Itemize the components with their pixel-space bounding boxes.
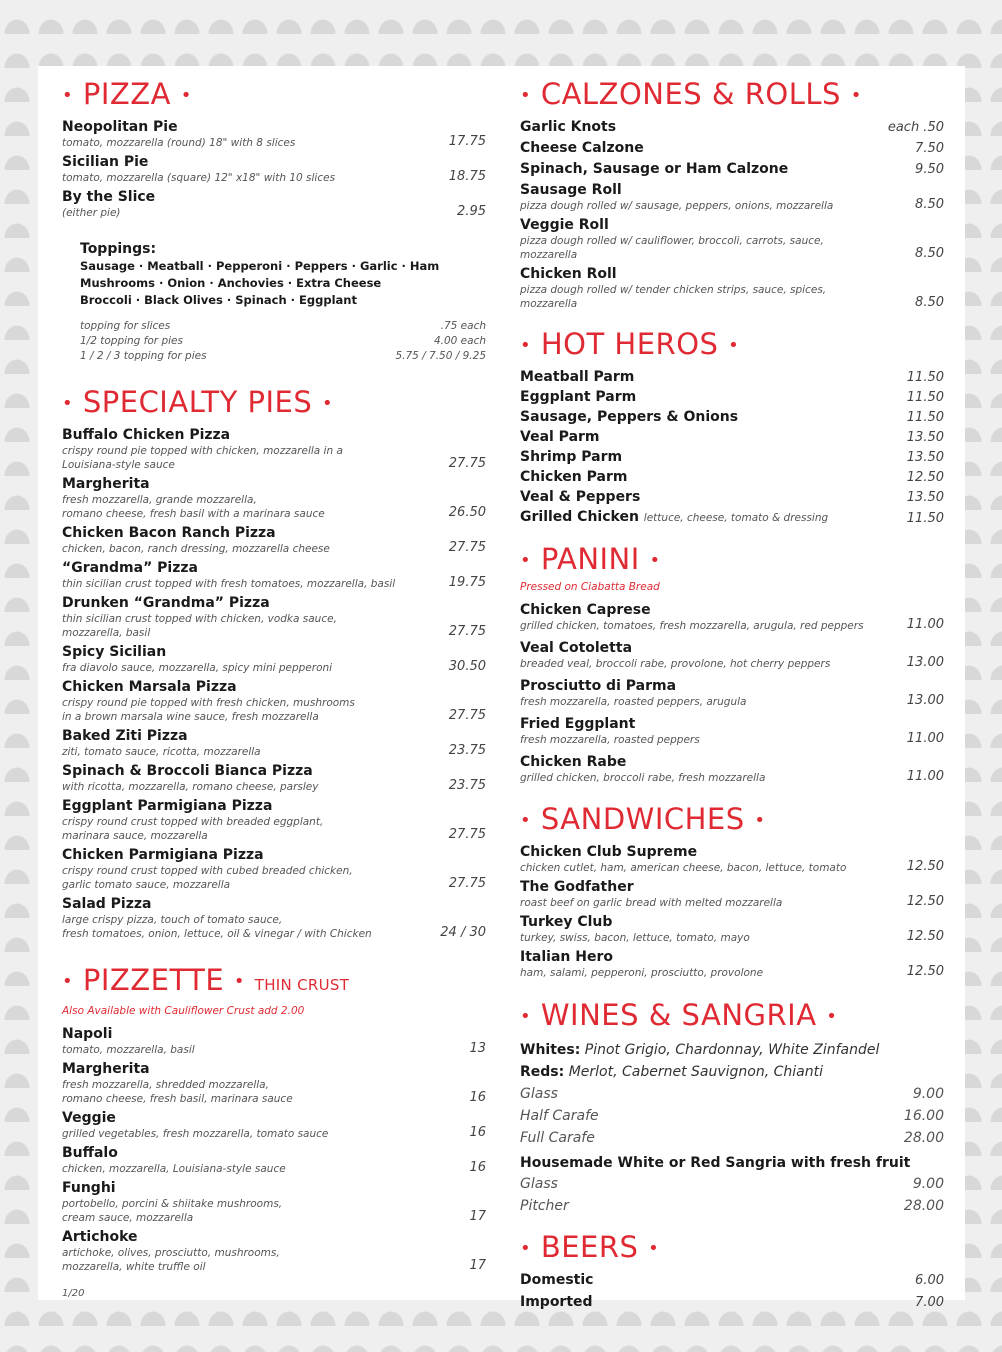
topping-prices (80, 319, 486, 364)
item-description: pizza dough rolled w/ sausage, peppers, onions, mozzarella (520, 200, 834, 212)
item-name: Chicken Rabe (520, 754, 627, 770)
item-price: 16 (469, 1160, 486, 1175)
menu-item (62, 643, 486, 675)
item-name: Imported (520, 1294, 593, 1310)
section-title-text: SANDWICHES (540, 802, 745, 836)
bullet-dot: • (62, 393, 74, 414)
item-price: 13 (469, 1041, 486, 1056)
item-description: fresh tomatoes, onion, lettuce, oil & vinegar / with Chicken (62, 928, 372, 940)
item-name: Chicken Parmigiana Pizza (62, 847, 264, 863)
bullet-dot: • (520, 810, 532, 831)
item-description: large crispy pizza, touch of tomato sauce, (62, 914, 283, 926)
item-description: tomato, mozzarella (square) 12" x18" with 10 slices (62, 172, 336, 184)
item-description: grilled vegetables, fresh mozzarella, tomato sauce (62, 1128, 329, 1140)
item-name: Garlic Knots (520, 119, 617, 135)
item-name: By the Slice (62, 189, 156, 205)
sangria-size-price: 9.00 (912, 1176, 944, 1192)
item-description: chicken, bacon, ranch dressing, mozzarella cheese (62, 543, 330, 555)
topping-price-label: 1/2 topping for pies (80, 335, 183, 347)
item-name (520, 488, 944, 506)
topping-price-row (80, 319, 486, 334)
bullet-dot: • (520, 335, 532, 356)
item-description: romano cheese, fresh basil, marinara sauce (62, 1093, 293, 1105)
item-price: 7.00 (915, 1295, 944, 1310)
item-description: ziti, tomato sauce, ricotta, mozzarella (62, 746, 261, 758)
item-price: 12.50 (906, 964, 944, 979)
item-price: 8.50 (915, 246, 944, 261)
item-description: pizza dough rolled w/ tender chicken strips, sauce, spices, mozzarella (520, 284, 827, 310)
item-price: each .50 (887, 120, 944, 135)
item-name: Buffalo (62, 1145, 118, 1161)
item-price: 11.00 (906, 617, 944, 632)
item-name: Veggie Roll (520, 217, 609, 233)
item-price: 17 (469, 1209, 486, 1224)
item-price: 27.75 (448, 827, 486, 842)
menu-item (62, 426, 486, 472)
item-name-text: Meatball Parm (520, 369, 635, 385)
bullet-dot: • (648, 1238, 660, 1259)
menu-item (62, 524, 486, 556)
item-name-text: Sausage, Peppers & Onions (520, 409, 739, 425)
menu-item (520, 388, 944, 406)
item-description: fresh mozzarella, grande mozzarella, (62, 494, 257, 506)
item-name (520, 388, 944, 406)
item-price: 27.75 (448, 876, 486, 891)
menu-item (62, 846, 486, 892)
section-title-calzones (520, 76, 944, 114)
menu-item (520, 160, 944, 178)
item-name-text: Eggplant Parm (520, 389, 637, 405)
section-title-beers (520, 1229, 944, 1267)
section-title-wines (520, 997, 944, 1035)
item-name: Margherita (62, 476, 150, 492)
item-name: Veal Cotoletta (520, 640, 633, 656)
section-subtitle: THIN CRUST (254, 976, 350, 994)
item-name: Spinach, Sausage or Ham Calzone (520, 161, 789, 177)
page-footer: 1/20 (62, 1288, 85, 1299)
item-price: 12.50 (906, 470, 944, 485)
item-description: thin sicilian crust topped with chicken, vodka sauce, (62, 613, 337, 625)
item-price: 23.75 (448, 743, 486, 758)
item-name: Salad Pizza (62, 896, 152, 912)
whites-list: Pinot Grigio, Chardonnay, White Zinfandel (584, 1042, 880, 1058)
item-description: cream sauce, mozzarella (62, 1212, 194, 1224)
section-title-text: PANINI (540, 542, 640, 576)
item-description: crispy round pie topped with chicken, mozzarella in a (62, 445, 343, 457)
item-name: Spinach & Broccoli Bianca Pizza (62, 763, 313, 779)
item-price: 13.50 (906, 430, 944, 445)
menu-item (62, 797, 486, 843)
item-description: with ricotta, mozzarella, romano cheese, parsley (62, 781, 319, 793)
item-name: Italian Hero (520, 949, 613, 965)
item-name: Napoli (62, 1026, 113, 1042)
item-description: portobello, porcini & shiitake mushrooms, (62, 1198, 283, 1210)
toppings-title: Toppings: (80, 241, 157, 257)
item-name: “Grandma” Pizza (62, 560, 198, 576)
item-description: grilled chicken, broccoli rabe, fresh mozzarella (520, 772, 766, 784)
menu-item (62, 762, 486, 794)
item-description: chicken, mozzarella, Louisiana-style sauce (62, 1163, 286, 1175)
menu-item (62, 1144, 486, 1176)
pizzette-note: Also Available with Cauliflower Crust add 2.00 (62, 1005, 305, 1017)
menu-item (520, 753, 944, 785)
menu-item (62, 559, 486, 591)
item-name: Funghi (62, 1180, 116, 1196)
bullet-dot: • (728, 335, 740, 356)
item-name: Sicilian Pie (62, 154, 149, 170)
section-title-pizza (62, 76, 486, 114)
item-name: Eggplant Parmigiana Pizza (62, 798, 273, 814)
left-column (62, 76, 486, 1277)
menu-item (520, 601, 944, 633)
item-name (520, 408, 944, 426)
item-description: chicken cutlet, ham, american cheese, bacon, lettuce, tomato (520, 862, 847, 874)
item-price: 12.50 (906, 859, 944, 874)
item-price: 27.75 (448, 540, 486, 555)
section-title-pizzette (62, 962, 486, 1003)
item-description: (either pie) (62, 207, 121, 219)
toppings-list: Mushrooms · Onion · Anchovies · Extra Cheese (80, 276, 382, 290)
reds-label: Reds: (520, 1064, 565, 1080)
item-name-text: Grilled Chicken (520, 509, 639, 525)
item-name: Spicy Sicilian (62, 644, 167, 660)
item-price: 2.95 (457, 204, 486, 219)
right-column (520, 76, 944, 1315)
item-description: crispy round crust topped with cubed breaded chicken, (62, 865, 353, 877)
item-name: Drunken “Grandma” Pizza (62, 595, 270, 611)
bullet-dot: • (322, 393, 334, 414)
item-name: Prosciutto di Parma (520, 678, 677, 694)
menu-item (520, 913, 944, 945)
menu-item (520, 468, 944, 486)
menu-item (62, 1228, 486, 1274)
item-description: thin sicilian crust topped with fresh tomatoes, mozzarella, basil (62, 578, 396, 590)
item-price: 8.50 (915, 295, 944, 310)
item-name: Cheese Calzone (520, 140, 644, 156)
item-description: crispy round pie topped with fresh chicken, mushrooms (62, 697, 355, 709)
item-name-text: Shrimp Parm (520, 449, 623, 465)
item-price: 23.75 (448, 778, 486, 793)
topping-price-value: .75 each (440, 320, 486, 332)
item-description: in a brown marsala wine sauce, fresh mozzarella (62, 711, 319, 723)
item-price: 17 (469, 1258, 486, 1273)
item-name: Domestic (520, 1272, 594, 1288)
item-name: Chicken Marsala Pizza (62, 679, 237, 695)
menu-item (520, 843, 944, 875)
bullet-dot: • (62, 971, 74, 992)
menu-item (520, 1271, 944, 1289)
section-title-text: BEERS (540, 1230, 639, 1264)
menu-item (520, 265, 944, 311)
item-name: Neopolitan Pie (62, 119, 178, 135)
sangria-size-label: Glass (520, 1176, 558, 1192)
item-name: Chicken Bacon Ranch Pizza (62, 525, 276, 541)
item-name: Chicken Club Supreme (520, 844, 698, 860)
item-description: artichoke, olives, prosciutto, mushrooms, (62, 1247, 280, 1259)
menu-item (520, 488, 944, 506)
item-description: turkey, swiss, bacon, lettuce, tomato, mayo (520, 932, 750, 944)
item-price: 7.50 (915, 141, 944, 156)
item-name: Margherita (62, 1061, 150, 1077)
item-price: 27.75 (448, 708, 486, 723)
item-price: 11.50 (906, 410, 944, 425)
item-price: 8.50 (915, 197, 944, 212)
menu-item (62, 475, 486, 521)
toppings-list: Broccoli · Black Olives · Spinach · Eggplant (80, 293, 357, 307)
menu-item (520, 948, 944, 980)
item-price: 30.50 (448, 659, 486, 674)
item-price: 17.75 (448, 134, 486, 149)
section-title-specialty (62, 384, 486, 422)
item-price: 24 / 30 (440, 925, 486, 940)
item-description: tomato, mozzarella (round) 18" with 8 slices (62, 137, 296, 149)
section-title-text: PIZZETTE (82, 963, 225, 997)
bullet-dot: • (754, 810, 766, 831)
bullet-dot: • (520, 85, 532, 106)
menu-item (62, 1060, 486, 1106)
item-name: Artichoke (62, 1229, 138, 1245)
item-description: Louisiana-style sauce (62, 459, 175, 471)
item-price: 11.50 (906, 370, 944, 385)
sangria-size-price: 28.00 (903, 1198, 944, 1214)
menu-item (520, 1293, 944, 1311)
item-description: fresh mozzarella, shredded mozzarella, (62, 1079, 269, 1091)
menu-item (520, 368, 944, 386)
item-description: ham, salami, pepperoni, prosciutto, provolone (520, 967, 764, 979)
menu-item (62, 188, 486, 220)
reds-list: Merlot, Cabernet Sauvignon, Chianti (568, 1064, 823, 1080)
item-name (520, 428, 944, 446)
wine-size-row (520, 1083, 944, 1105)
item-description: fresh mozzarella, roasted peppers (520, 734, 700, 746)
bullet-dot: • (180, 85, 192, 106)
item-price: 27.75 (448, 456, 486, 471)
item-price: 11.00 (906, 769, 944, 784)
menu-item (520, 639, 944, 671)
item-price: 11.50 (906, 511, 944, 526)
topping-price-row (80, 349, 486, 364)
menu-item (520, 715, 944, 747)
toppings-block (80, 240, 486, 364)
item-price: 12.50 (906, 929, 944, 944)
item-name: Baked Ziti Pizza (62, 728, 188, 744)
wine-size-label: Half Carafe (520, 1108, 599, 1124)
topping-price-label: 1 / 2 / 3 topping for pies (80, 350, 207, 362)
menu-item (520, 878, 944, 910)
menu-item (62, 1179, 486, 1225)
wine-size-row (520, 1127, 944, 1149)
item-description: garlic tomato sauce, mozzarella (62, 879, 231, 891)
item-name (520, 448, 944, 466)
section-title-heros (520, 326, 944, 364)
section-title-text: PIZZA (82, 77, 171, 111)
bullet-dot: • (520, 550, 532, 571)
item-price: 9.50 (915, 162, 944, 177)
wine-size-label: Glass (520, 1086, 558, 1102)
item-description: grilled chicken, tomatoes, fresh mozzarella, arugula, red peppers (520, 620, 864, 632)
item-description: fresh mozzarella, roasted peppers, arugula (520, 696, 747, 708)
section-title-panini (520, 541, 944, 579)
menu-item (62, 153, 486, 185)
menu-item (520, 448, 944, 466)
menu-item (520, 118, 944, 136)
whites-label: Whites: (520, 1042, 581, 1058)
sangria-size-label: Pitcher (520, 1198, 569, 1214)
bullet-dot: • (62, 85, 74, 106)
sangria-title: Housemade White or Red Sangria with fresh fruit (520, 1155, 911, 1171)
reds-line (520, 1061, 944, 1083)
menu-item (62, 1025, 486, 1057)
topping-price-value: 5.75 / 7.50 / 9.25 (395, 350, 486, 362)
section-title-text: HOT HEROS (540, 327, 719, 361)
item-price: 19.75 (448, 575, 486, 590)
item-name: Chicken Caprese (520, 602, 651, 618)
item-price: 16 (469, 1090, 486, 1105)
item-name: Veggie (62, 1110, 116, 1126)
item-description: mozzarella, white truffle oil (62, 1261, 206, 1273)
menu-item (62, 895, 486, 941)
panini-note: Pressed on Ciabatta Bread (520, 581, 660, 593)
menu-item (62, 678, 486, 724)
menu-item (520, 216, 944, 262)
bullet-dot: • (520, 1006, 532, 1027)
item-description: marinara sauce, mozzarella (62, 830, 208, 842)
item-price: 13.50 (906, 490, 944, 505)
item-price: 11.50 (906, 390, 944, 405)
item-price: 16 (469, 1125, 486, 1140)
section-title-sandwiches (520, 801, 944, 839)
item-description: tomato, mozzarella, basil (62, 1044, 195, 1056)
topping-price-value: 4.00 each (433, 335, 486, 347)
item-price: 18.75 (448, 169, 486, 184)
item-description: roast beef on garlic bread with melted mozzarella (520, 897, 783, 909)
menu-item (62, 118, 486, 150)
topping-price-label: topping for slices (80, 320, 171, 332)
item-description: fra diavolo sauce, mozzarella, spicy mini pepperoni (62, 662, 333, 674)
item-description: breaded veal, broccoli rabe, provolone, hot cherry peppers (520, 658, 831, 670)
item-description: mozzarella, basil (62, 627, 151, 639)
bullet-dot: • (826, 1006, 838, 1027)
item-price: 11.00 (906, 731, 944, 746)
bullet-dot: • (520, 1238, 532, 1259)
item-price: 26.50 (448, 505, 486, 520)
section-title-text: CALZONES & ROLLS (540, 77, 841, 111)
sangria-size-row (520, 1173, 944, 1195)
menu-item (520, 677, 944, 709)
wine-size-price: 9.00 (912, 1086, 944, 1102)
topping-price-row (80, 334, 486, 349)
item-name (520, 508, 944, 527)
item-price: 12.50 (906, 894, 944, 909)
menu-item (62, 594, 486, 640)
wine-size-row (520, 1105, 944, 1127)
menu-item (520, 508, 944, 527)
wine-size-price: 16.00 (903, 1108, 944, 1124)
menu-item (520, 181, 944, 213)
item-price: 13.00 (906, 655, 944, 670)
menu-item (62, 727, 486, 759)
wine-size-label: Full Carafe (520, 1130, 595, 1146)
sangria-size-row (520, 1195, 944, 1217)
item-price: 6.00 (915, 1273, 944, 1288)
item-name-text: Veal Parm (520, 429, 600, 445)
wine-size-price: 28.00 (903, 1130, 944, 1146)
item-name-text: Chicken Parm (520, 469, 628, 485)
item-price: 13.50 (906, 450, 944, 465)
item-name (520, 468, 944, 486)
item-name: Fried Eggplant (520, 716, 636, 732)
item-name: Chicken Roll (520, 266, 617, 282)
menu-item (520, 408, 944, 426)
item-price: 13.00 (906, 693, 944, 708)
menu-item (520, 428, 944, 446)
item-name: Sausage Roll (520, 182, 622, 198)
toppings-list: Sausage · Meatball · Pepperoni · Peppers · Garlic · Ham (80, 259, 440, 273)
item-name: Turkey Club (520, 914, 613, 930)
item-price: 27.75 (448, 624, 486, 639)
menu-item (62, 1109, 486, 1141)
section-title-text: SPECIALTY PIES (82, 385, 313, 419)
bullet-dot: • (649, 550, 661, 571)
item-description: romano cheese, fresh basil with a marinara sauce (62, 508, 325, 520)
item-name (520, 368, 944, 386)
menu-item (520, 139, 944, 157)
item-name-text: Veal & Peppers (520, 489, 641, 505)
item-name: Buffalo Chicken Pizza (62, 427, 231, 443)
bullet-dot: • (850, 85, 862, 106)
bullet-dot: • (233, 971, 246, 992)
whites-line (520, 1039, 944, 1061)
section-title-text: WINES & SANGRIA (540, 998, 817, 1032)
item-description: lettuce, cheese, tomato & dressing (643, 512, 829, 524)
item-description: crispy round crust topped with breaded eggplant, (62, 816, 324, 828)
item-name: The Godfather (520, 879, 634, 895)
item-description: pizza dough rolled w/ cauliflower, broccoli, carrots, sauce, mozzarella (520, 235, 824, 261)
